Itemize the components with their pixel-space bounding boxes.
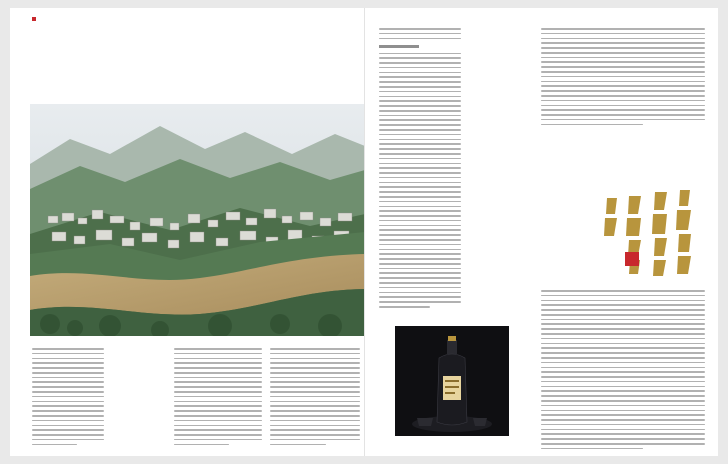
- left-body-text-2: [174, 348, 360, 445]
- liquor-bottle-photo: [395, 326, 509, 436]
- right-body-text: [379, 28, 461, 308]
- text-column: [32, 348, 104, 445]
- liquor-bottle-illustration: [395, 326, 509, 436]
- section-subhead: [379, 45, 419, 48]
- section-kicker: [32, 17, 39, 21]
- landscape-photo: [30, 104, 364, 336]
- text-column: [379, 28, 461, 308]
- red-square-icon: [32, 17, 36, 21]
- text-column: [174, 348, 262, 445]
- right-body-text-3: [541, 290, 705, 449]
- text-column: [541, 290, 705, 449]
- magazine-spread: [10, 8, 718, 456]
- right-page: [364, 8, 718, 456]
- text-column: [541, 28, 705, 125]
- landscape-illustration: [30, 104, 364, 336]
- left-page: [10, 8, 364, 456]
- calligraphy-brush-strokes: [585, 184, 705, 279]
- text-column: [270, 348, 360, 445]
- right-body-text-2: [541, 28, 705, 125]
- left-body-text: [32, 348, 104, 445]
- calligraphy-artwork: [585, 184, 705, 279]
